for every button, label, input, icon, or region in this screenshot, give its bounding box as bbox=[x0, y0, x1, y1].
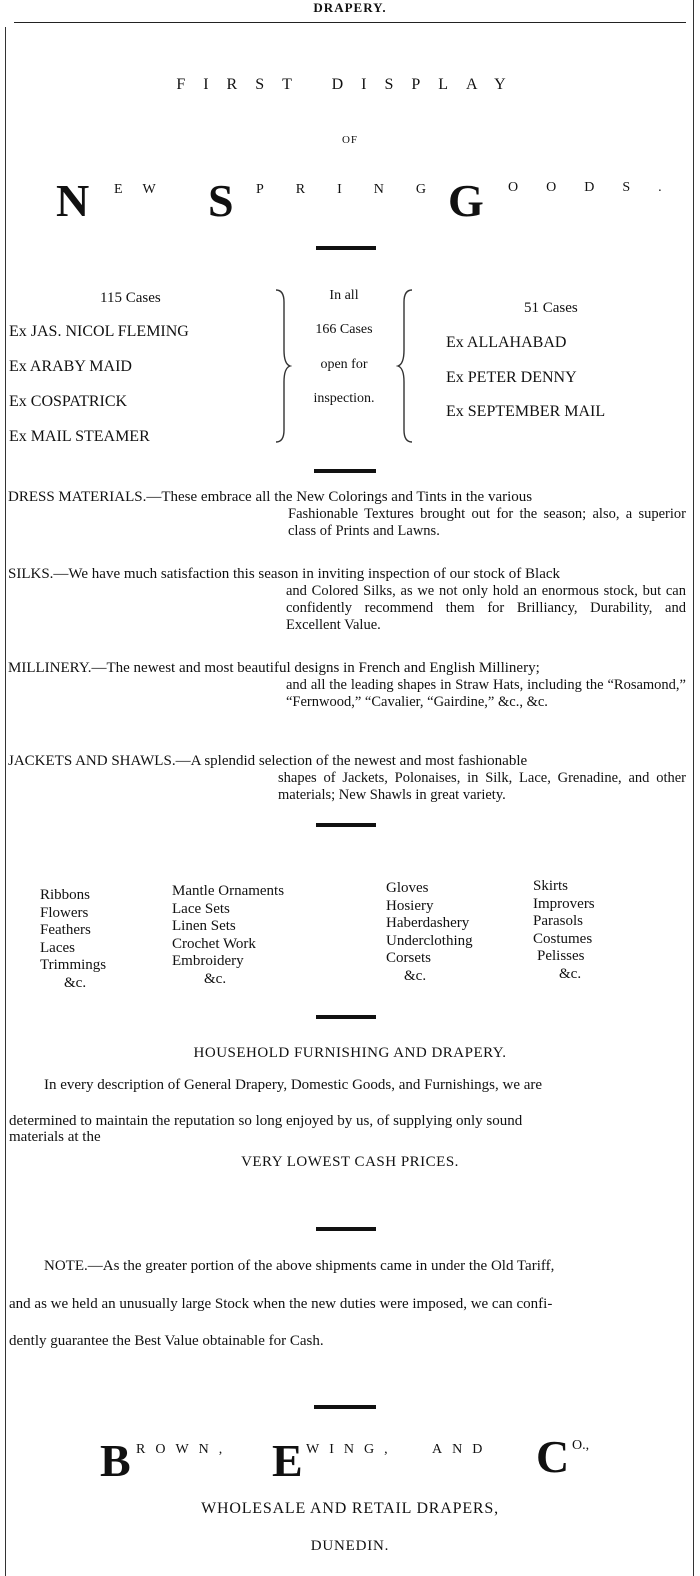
firm-e-capital: E bbox=[272, 1435, 303, 1486]
headline-n-rest: EW bbox=[114, 182, 176, 197]
firm-description: WHOLESALE AND RETAIL DRAPERS, bbox=[201, 1500, 499, 1517]
goods-item: Trimmings bbox=[40, 957, 107, 973]
section-first-line: this season in inviting inspection of our stock of Black bbox=[233, 566, 561, 582]
note-line-2: and as we held an unusually large Stock when the new duties were imposed, we can confi- bbox=[9, 1296, 553, 1312]
separator-6 bbox=[314, 1405, 376, 1409]
goods-item: Flowers bbox=[40, 904, 89, 921]
headline-new-spring-goods bbox=[56, 172, 690, 228]
goods-item: Mantle Ornaments bbox=[172, 883, 285, 899]
headline-n-capital: N bbox=[56, 175, 90, 226]
household-heading: HOUSEHOLD FURNISHING AND DRAPERY. bbox=[193, 1045, 507, 1061]
separator-2 bbox=[314, 469, 376, 473]
goods-item: Ribbons bbox=[40, 887, 91, 903]
goods-item: Laces bbox=[40, 939, 75, 956]
separator-5 bbox=[316, 1227, 376, 1231]
left-ship-1: Ex JAS. NICOL FLEMING bbox=[9, 323, 189, 340]
section-lead: SILKS.—We have much satisfaction bbox=[8, 566, 230, 582]
goods-column-1 bbox=[40, 887, 106, 992]
goods-item: Parasols bbox=[533, 913, 583, 929]
firm-name bbox=[100, 1430, 600, 1486]
left-ship-4: Ex MAIL STEAMER bbox=[9, 428, 150, 445]
left-brace bbox=[272, 288, 292, 444]
goods-item: Embroidery bbox=[172, 953, 244, 969]
section-lead: DRESS MATERIALS.—These em bbox=[8, 489, 220, 505]
page-header: DRAPERY. bbox=[313, 0, 387, 15]
right-ship-3: Ex SEPTEMBER MAIL bbox=[446, 403, 606, 420]
goods-item: Gloves bbox=[386, 880, 429, 896]
section-jackets-shawls bbox=[8, 753, 686, 804]
headline-s-rest: PRING bbox=[256, 182, 459, 197]
section-first-line: brace all the New Colorings and Tints in the various bbox=[219, 489, 533, 505]
right-ship-2: Ex PETER DENNY bbox=[446, 369, 577, 386]
goods-item: Hosiery bbox=[386, 897, 434, 914]
section-millinery bbox=[8, 660, 686, 711]
section-first-line: plendid selection of the newest and most fashionable bbox=[210, 753, 528, 769]
goods-item: Improvers bbox=[533, 895, 595, 912]
goods-item: Haberdashery bbox=[386, 915, 470, 931]
goods-column-3 bbox=[386, 880, 473, 985]
section-silks bbox=[8, 566, 686, 634]
right-ship-1: Ex ALLAHABAD bbox=[446, 334, 567, 351]
note-line-3: dently guarantee the Best Value obtainable for Cash. bbox=[9, 1333, 324, 1349]
firm-b-rest: ROWN, bbox=[136, 1442, 233, 1457]
firm-c-rest: O., bbox=[572, 1438, 590, 1453]
goods-item: Costumes bbox=[533, 930, 593, 947]
firm-b-capital: B bbox=[100, 1435, 131, 1486]
header-rule bbox=[14, 22, 686, 23]
left-ship-3: Ex COSPATRICK bbox=[9, 393, 128, 410]
goods-item: &c. bbox=[559, 965, 582, 982]
goods-item: Linen Sets bbox=[172, 918, 236, 934]
right-cases-count: 51 Cases bbox=[524, 300, 578, 316]
middle-open-for: open for bbox=[320, 357, 368, 372]
section-dress-materials bbox=[8, 489, 686, 540]
left-ship-2: Ex ARABY MAID bbox=[9, 358, 132, 375]
right-border bbox=[693, 0, 694, 1576]
goods-column-2 bbox=[172, 883, 284, 988]
goods-item: Pelisses bbox=[537, 948, 585, 964]
right-brace bbox=[396, 288, 416, 444]
firm-c-capital: C bbox=[536, 1431, 570, 1482]
section-body: and all the leading shapes in Straw Hats, including the “Rosamond,” “Fernwood,” “Cavalier, “Gairdine,” &c., &c. bbox=[286, 677, 686, 710]
section-body: shapes of Jackets, Polonaises, in Silk, Lace, Grenadine, and other materials; New Shawls in great variety. bbox=[278, 770, 686, 803]
middle-inspection: inspection. bbox=[313, 391, 375, 406]
headline-g-rest: OODS. bbox=[508, 180, 690, 195]
goods-item: Lace Sets bbox=[172, 900, 230, 917]
separator-4 bbox=[316, 1015, 376, 1019]
headline-g-capital: G bbox=[448, 175, 484, 226]
section-body: and Colored Silks, as we not only hold an enormous stock, but can confidently recommend them for Brilliancy, Durability, and Excellent Value. bbox=[286, 583, 686, 633]
goods-column-4 bbox=[533, 878, 595, 983]
household-line-2: determined to maintain the reputation so long enjoyed by us, of supplying only sound bbox=[9, 1113, 523, 1129]
firm-city: DUNEDIN. bbox=[310, 1538, 390, 1554]
goods-item: Underclothing bbox=[386, 932, 473, 949]
left-border bbox=[5, 27, 6, 1576]
firm-e-rest: WING, bbox=[306, 1442, 398, 1457]
goods-item: Feathers bbox=[40, 922, 91, 938]
goods-item: &c. bbox=[204, 970, 227, 987]
headline-s-capital: S bbox=[208, 175, 234, 226]
separator-3 bbox=[316, 823, 376, 827]
household-prices: VERY LOWEST CASH PRICES. bbox=[241, 1154, 459, 1170]
household-line-3: materials at the bbox=[9, 1129, 101, 1145]
goods-item: &c. bbox=[404, 967, 427, 984]
separator-1 bbox=[316, 246, 376, 250]
middle-cases: 166 Cases bbox=[315, 322, 373, 337]
section-lead: JACKETS AND SHAWLS.—A s bbox=[8, 753, 211, 769]
note-line-1: NOTE.—As the greater portion of the above shipments came in under the Old Tariff, bbox=[44, 1258, 555, 1274]
household-line-1: In every description of General Drapery, Domestic Goods, and Furnishings, we are bbox=[44, 1077, 543, 1093]
section-lead: MILLINERY.—The newest and mos bbox=[8, 660, 230, 676]
goods-item: Corsets bbox=[386, 950, 431, 966]
left-cases-count: 115 Cases bbox=[100, 290, 161, 306]
headline-first-display: FIRST DISPLAY bbox=[176, 76, 524, 93]
firm-and: AND bbox=[432, 1442, 493, 1457]
section-first-line: t beautiful designs in French and English Millinery; bbox=[229, 660, 540, 676]
goods-item: &c. bbox=[64, 974, 87, 991]
section-body: Fashionable Textures brought out for the season; also, a superior class of Prints and Lawns. bbox=[288, 506, 686, 539]
middle-in-all: In all bbox=[329, 288, 359, 303]
goods-item: Skirts bbox=[533, 878, 569, 894]
goods-item: Crochet Work bbox=[172, 935, 256, 952]
headline-of: OF bbox=[341, 134, 359, 146]
